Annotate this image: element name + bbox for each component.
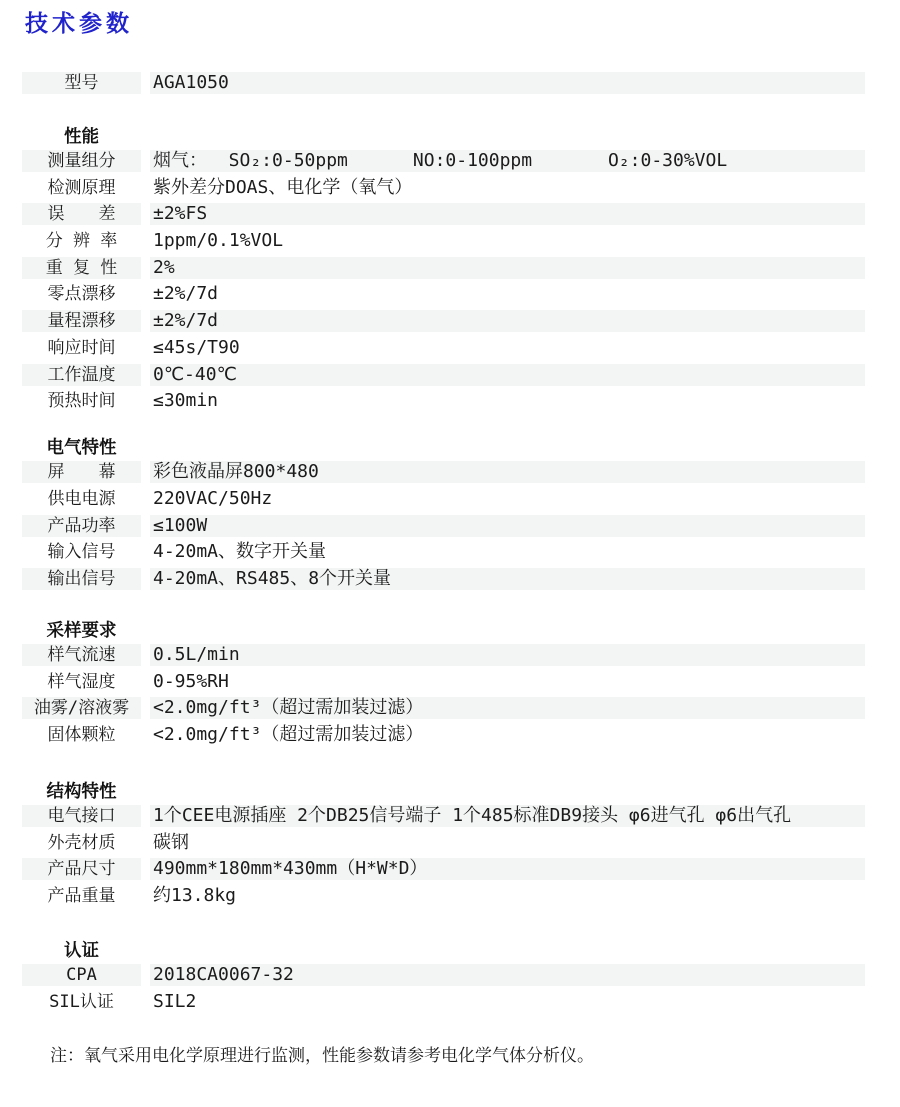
spec-label: 外壳材质: [47, 832, 116, 853]
spec-value: ±2%/7d: [150, 310, 865, 332]
spec-row: [22, 832, 865, 854]
spec-value: 1个CEE电源插座 2个DB25信号端子 1个485标准DB9接头 φ6进气孔 φ6出气孔: [150, 805, 865, 827]
spec-label: 电气接口: [22, 805, 141, 827]
section-certification: [22, 941, 865, 1013]
spec-value: 2018CA0067-32: [150, 964, 865, 986]
spec-row: [22, 390, 865, 412]
spec-label: 响应时间: [47, 337, 116, 358]
spec-value: 0℃-40℃: [150, 364, 865, 386]
spec-label: 供电电源: [47, 488, 116, 509]
section-title-certification: 认证: [64, 941, 99, 962]
spec-row: [22, 644, 865, 666]
spec-label: 重 复 性: [22, 257, 141, 279]
spec-value: ±2%/7d: [153, 283, 219, 305]
spec-label: 屏 幕: [22, 461, 141, 483]
spec-value: 220VAC/50Hz: [153, 487, 273, 509]
spec-row: [22, 724, 865, 746]
spec-row: [22, 568, 865, 590]
spec-row: [22, 364, 865, 386]
spec-value: 烟气： SO₂:0-50ppm NO:0-100ppm O₂:0-30%VOL: [150, 150, 865, 172]
spec-label: 零点漂移: [47, 284, 116, 305]
spec-table: [22, 72, 865, 1013]
spec-label: 输入信号: [47, 542, 116, 563]
spec-label: CPA: [22, 964, 141, 986]
spec-value: 0.5L/min: [150, 644, 865, 666]
spec-value: <2.0mg/ft³（超过需加装过滤）: [150, 697, 865, 719]
section-title-structure: 结构特性: [46, 782, 117, 802]
spec-row: [22, 461, 865, 483]
spec-value: SIL2: [153, 990, 197, 1012]
spec-row: [22, 488, 865, 510]
spec-value: 1ppm/0.1%VOL: [153, 230, 284, 252]
spec-row: [22, 541, 865, 563]
spec-label: 样气湿度: [47, 671, 116, 692]
spec-row: [22, 671, 865, 693]
spec-value: 4-20mA、RS485、8个开关量: [150, 568, 865, 590]
spec-label: 固体颗粒: [47, 725, 116, 745]
spec-value: 碳钢: [153, 831, 189, 853]
spec-row: [22, 203, 865, 225]
spec-value: 约13.8kg: [153, 885, 237, 907]
spec-label: 预热时间: [47, 391, 116, 412]
spec-label: 输出信号: [22, 568, 141, 590]
section-title-performance: 性能: [64, 127, 99, 147]
section-electrical: [22, 438, 865, 590]
spec-row: [22, 150, 865, 172]
spec-row: [22, 230, 865, 252]
spec-label: 量程漂移: [22, 310, 141, 332]
spec-value: ≤100W: [150, 515, 865, 537]
spec-value: ≤45s/T90: [153, 336, 240, 358]
spec-value: 彩色液晶屏800*480: [150, 461, 865, 483]
spec-value: 2%: [150, 257, 865, 279]
spec-row: [22, 177, 865, 199]
spec-label: 产品尺寸: [22, 858, 141, 880]
spec-row: [22, 991, 865, 1013]
section-performance: [22, 127, 865, 412]
spec-value: 紫外差分DOAS、电化学（氧气）: [153, 176, 413, 198]
spec-label: 油雾/溶液雾: [22, 697, 141, 719]
spec-label: 工作温度: [22, 364, 141, 386]
spec-row: [22, 697, 865, 719]
spec-label: 产品重量: [47, 886, 116, 907]
spec-value: 0-95%RH: [153, 670, 229, 692]
spec-value: 490mm*180mm*430mm（H*W*D）: [150, 858, 865, 880]
spec-label: 检测原理: [47, 177, 116, 198]
spec-row: [22, 310, 865, 332]
spec-row-model: [22, 72, 865, 94]
spec-row: [22, 885, 865, 907]
spec-row: [22, 283, 865, 305]
spec-value: <2.0mg/ft³（超过需加装过滤）: [153, 724, 424, 745]
spec-value: ±2%FS: [150, 203, 865, 225]
spec-label: 测量组分: [22, 150, 141, 172]
section-title-sampling: 采样要求: [46, 620, 117, 641]
spec-label: SIL认证: [49, 991, 114, 1012]
spec-label: 分 辨 率: [45, 231, 118, 252]
section-title-electrical: 电气特性: [46, 438, 117, 459]
spec-row: [22, 257, 865, 279]
spec-value: ≤30min: [153, 390, 219, 412]
page-title: 技术参数: [25, 11, 133, 37]
spec-label-model: 型号: [22, 72, 141, 94]
section-structure: [22, 782, 865, 907]
spec-value-model: AGA1050: [150, 72, 865, 94]
section-sampling: [22, 621, 865, 746]
spec-row: [22, 805, 865, 827]
spec-row: [22, 337, 865, 359]
spec-row: [22, 515, 865, 537]
spec-label: 误 差: [22, 203, 141, 225]
spec-row: [22, 964, 865, 986]
footnote: 注：氧气采用电化学原理进行监测，性能参数请参考电化学气体分析仪。: [50, 1045, 594, 1066]
spec-row: [22, 858, 865, 880]
spec-label: 样气流速: [22, 644, 141, 666]
spec-label: 产品功率: [22, 515, 141, 537]
spec-value: 4-20mA、数字开关量: [153, 541, 327, 563]
